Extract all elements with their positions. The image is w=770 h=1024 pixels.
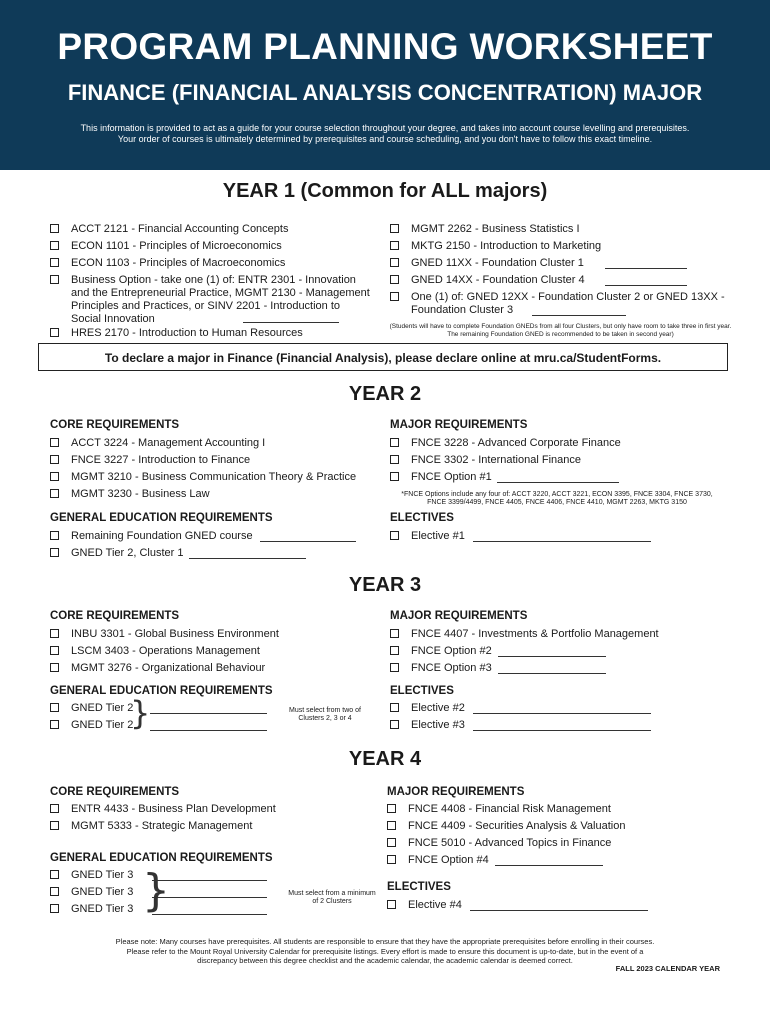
fnce-options-note: *FNCE Options include any four of: ACCT 3220, ACCT 3221, ECON 3395, FNCE 3304, FNCE 3730, FNCE 3399/4499, FNCE 4405, FNCE 4406, FNCE 4410, MGMT 2263, MKTG 3150 [401,491,713,506]
year3-title: YEAR 3 [348,574,422,596]
intro-text: This information is provided to act as a guide for your course selection throughout your degree, and takes into account course levelling and prerequisites. Your order of courses is ultimately determined by prerequisites and course scheduling, and you don't have to follow this exact timeline. [80,123,690,144]
fill-blank[interactable] [473,730,651,731]
core-heading: CORE REQUIREMENTS [50,786,180,798]
checklist-item: Elective #2 [390,702,730,715]
fill-blank[interactable] [150,730,267,731]
checklist-item: FNCE Option #3 [390,662,730,675]
footer-note: Please note: Many courses have prerequisites. All students are responsible to ensure that they have the appropriate prerequisites before enrolling in their courses. Please refer to the Mount Royal University Calendar for prerequisite listings. Every effort is made to ensure this document is up-to-date, but in the event of a discrepancy between this degree checklist and the academic calendar, the academic calendar is deemed correct. [115,937,655,965]
checkbox[interactable] [50,241,59,250]
checkbox[interactable] [50,438,59,447]
checkbox[interactable] [390,531,399,540]
checklist-item: ENTR 4433 - Business Plan Development [50,803,380,816]
checklist-item: ACCT 2121 - Financial Accounting Concepts [50,223,370,236]
gen-ed-heading: GENERAL EDUCATION REQUIREMENTS [50,512,273,524]
brace-icon: } [130,694,151,732]
electives-heading: ELECTIVES [390,685,454,697]
checklist-item: FNCE 5010 - Advanced Topics in Finance [387,837,732,850]
fill-blank[interactable] [189,558,306,559]
checklist-item: FNCE 4407 - Investments & Portfolio Management [390,628,730,641]
checklist-item: HRES 2170 - Introduction to Human Resources [50,327,370,340]
fill-blank[interactable] [498,656,606,657]
checklist-item: FNCE Option #1 [390,471,730,484]
checklist-item: GNED Tier 2 [50,702,150,715]
checkbox[interactable] [50,646,59,655]
checkbox[interactable] [50,703,59,712]
checklist-item: GNED Tier 3 [50,886,150,899]
checklist-item: MGMT 3230 - Business Law [50,488,380,501]
checklist-item: MGMT 5333 - Strategic Management [50,820,380,833]
brace-icon: } [142,865,170,916]
checklist-item: FNCE 3227 - Introduction to Finance [50,454,380,467]
declare-major-box: To declare a major in Finance (Financial Analysis), please declare online at mru.ca/StudentForms. [38,343,728,371]
checkbox[interactable] [387,900,396,909]
checklist-item: FNCE 3302 - International Finance [390,454,730,467]
major-heading: MAJOR REQUIREMENTS [390,610,528,622]
checklist-item: Elective #3 [390,719,730,732]
checklist-item: Elective #4 [387,899,732,912]
checklist-item: ECON 1103 - Principles of Macroeconomics [50,257,370,270]
fill-blank[interactable] [470,910,648,911]
fill-blank[interactable] [498,673,606,674]
fill-blank[interactable] [605,268,687,269]
fill-blank[interactable] [152,880,267,881]
checkbox[interactable] [387,821,396,830]
checkbox[interactable] [50,531,59,540]
electives-heading: ELECTIVES [387,881,451,893]
electives-heading: ELECTIVES [390,512,454,524]
checklist-item: Business Option - take one (1) of: ENTR 2301 - Innovation and the Entrepreneurial Practice, MGMT 2130 - Management Principles and Practices, or SINV 2201 - Introduction to Social Innovation [50,274,370,326]
page-title: PROGRAM PLANNING WORKSHEET [57,26,713,67]
checkbox[interactable] [50,258,59,267]
gen-ed-heading: GENERAL EDUCATION REQUIREMENTS [50,685,273,697]
checkbox[interactable] [50,489,59,498]
page-subtitle: FINANCE (FINANCIAL ANALYSIS CONCENTRATION) MAJOR [67,80,703,105]
fill-blank[interactable] [243,322,339,323]
checklist-item: GNED Tier 2 [50,719,150,732]
gen-ed-heading: GENERAL EDUCATION REQUIREMENTS [50,852,273,864]
checkbox[interactable] [390,275,399,284]
checkbox[interactable] [50,629,59,638]
checkbox[interactable] [50,275,59,284]
year2-title: YEAR 2 [348,383,422,405]
checklist-item: ECON 1101 - Principles of Microeconomics [50,240,370,253]
header-banner [0,0,770,170]
fill-blank[interactable] [260,541,356,542]
cluster-note: Must select from two of Clusters 2, 3 or 4 [289,707,361,722]
checkbox[interactable] [50,455,59,464]
checkbox[interactable] [390,663,399,672]
checkbox[interactable] [50,663,59,672]
checklist-item: MGMT 3210 - Business Communication Theory & Practice [50,471,380,484]
checkbox[interactable] [390,258,399,267]
checkbox[interactable] [390,438,399,447]
checkbox[interactable] [50,720,59,729]
checklist-item: FNCE Option #2 [390,645,730,658]
checkbox[interactable] [390,629,399,638]
checklist-item: One (1) of: GNED 12XX - Foundation Cluster 2 or GNED 13XX - Foundation Cluster 3 [390,291,735,317]
checkbox[interactable] [390,241,399,250]
checklist-item: GNED 11XX - Foundation Cluster 1 [390,257,735,270]
fill-blank[interactable] [605,285,687,286]
checklist-item: ACCT 3224 - Management Accounting I [50,437,380,450]
checklist-item: LSCM 3403 - Operations Management [50,645,380,658]
checkbox[interactable] [50,904,59,913]
calendar-year: FALL 2023 CALENDAR YEAR [615,964,720,973]
fill-blank[interactable] [152,914,267,915]
checkbox[interactable] [50,821,59,830]
checkbox[interactable] [50,887,59,896]
checkbox[interactable] [390,472,399,481]
fill-blank[interactable] [152,897,267,898]
fill-blank[interactable] [532,315,626,316]
checkbox[interactable] [50,548,59,557]
checklist-item: FNCE Option #4 [387,854,732,867]
checkbox[interactable] [387,804,396,813]
foundation-note: (Students will have to complete Foundation GNEDs from all four Clusters, but only have room to take three in first year. The remaining Foundation GNED is recommended to be taken in second year) [389,323,732,338]
fill-blank[interactable] [497,482,619,483]
core-heading: CORE REQUIREMENTS [50,419,180,431]
checklist-item: MGMT 2262 - Business Statistics I [390,223,735,236]
year4-title: YEAR 4 [348,748,422,770]
checklist-item: MGMT 3276 - Organizational Behaviour [50,662,380,675]
checkbox[interactable] [387,838,396,847]
checklist-item: FNCE 4409 - Securities Analysis & Valuation [387,820,732,833]
checklist-item: GNED 14XX - Foundation Cluster 4 [390,274,735,287]
fill-blank[interactable] [473,541,651,542]
checklist-item: MKTG 2150 - Introduction to Marketing [390,240,735,253]
checklist-item: GNED Tier 3 [50,869,150,882]
checkbox[interactable] [390,224,399,233]
checklist-item: FNCE 3228 - Advanced Corporate Finance [390,437,730,450]
core-heading: CORE REQUIREMENTS [50,610,180,622]
checklist-item: GNED Tier 2, Cluster 1 [50,547,380,560]
checkbox[interactable] [390,292,399,301]
checkbox[interactable] [387,855,396,864]
fill-blank[interactable] [495,865,603,866]
year1-title: YEAR 1 (Common for ALL majors) [222,180,548,202]
major-heading: MAJOR REQUIREMENTS [390,419,528,431]
checkbox[interactable] [50,328,59,337]
fill-blank[interactable] [473,713,651,714]
checkbox[interactable] [50,804,59,813]
cluster-note: Must select from a minimum of 2 Clusters [288,890,376,905]
checklist-item: Remaining Foundation GNED course [50,530,380,543]
checklist-item: FNCE 4408 - Financial Risk Management [387,803,732,816]
checkbox[interactable] [390,455,399,464]
fill-blank[interactable] [150,713,267,714]
checklist-item: INBU 3301 - Global Business Environment [50,628,380,641]
checkbox[interactable] [50,870,59,879]
checklist-item: GNED Tier 3 [50,903,150,916]
checkbox[interactable] [390,703,399,712]
checkbox[interactable] [390,720,399,729]
checklist-item: Elective #1 [390,530,730,543]
checkbox[interactable] [50,224,59,233]
checkbox[interactable] [50,472,59,481]
checkbox[interactable] [390,646,399,655]
major-heading: MAJOR REQUIREMENTS [387,786,525,798]
